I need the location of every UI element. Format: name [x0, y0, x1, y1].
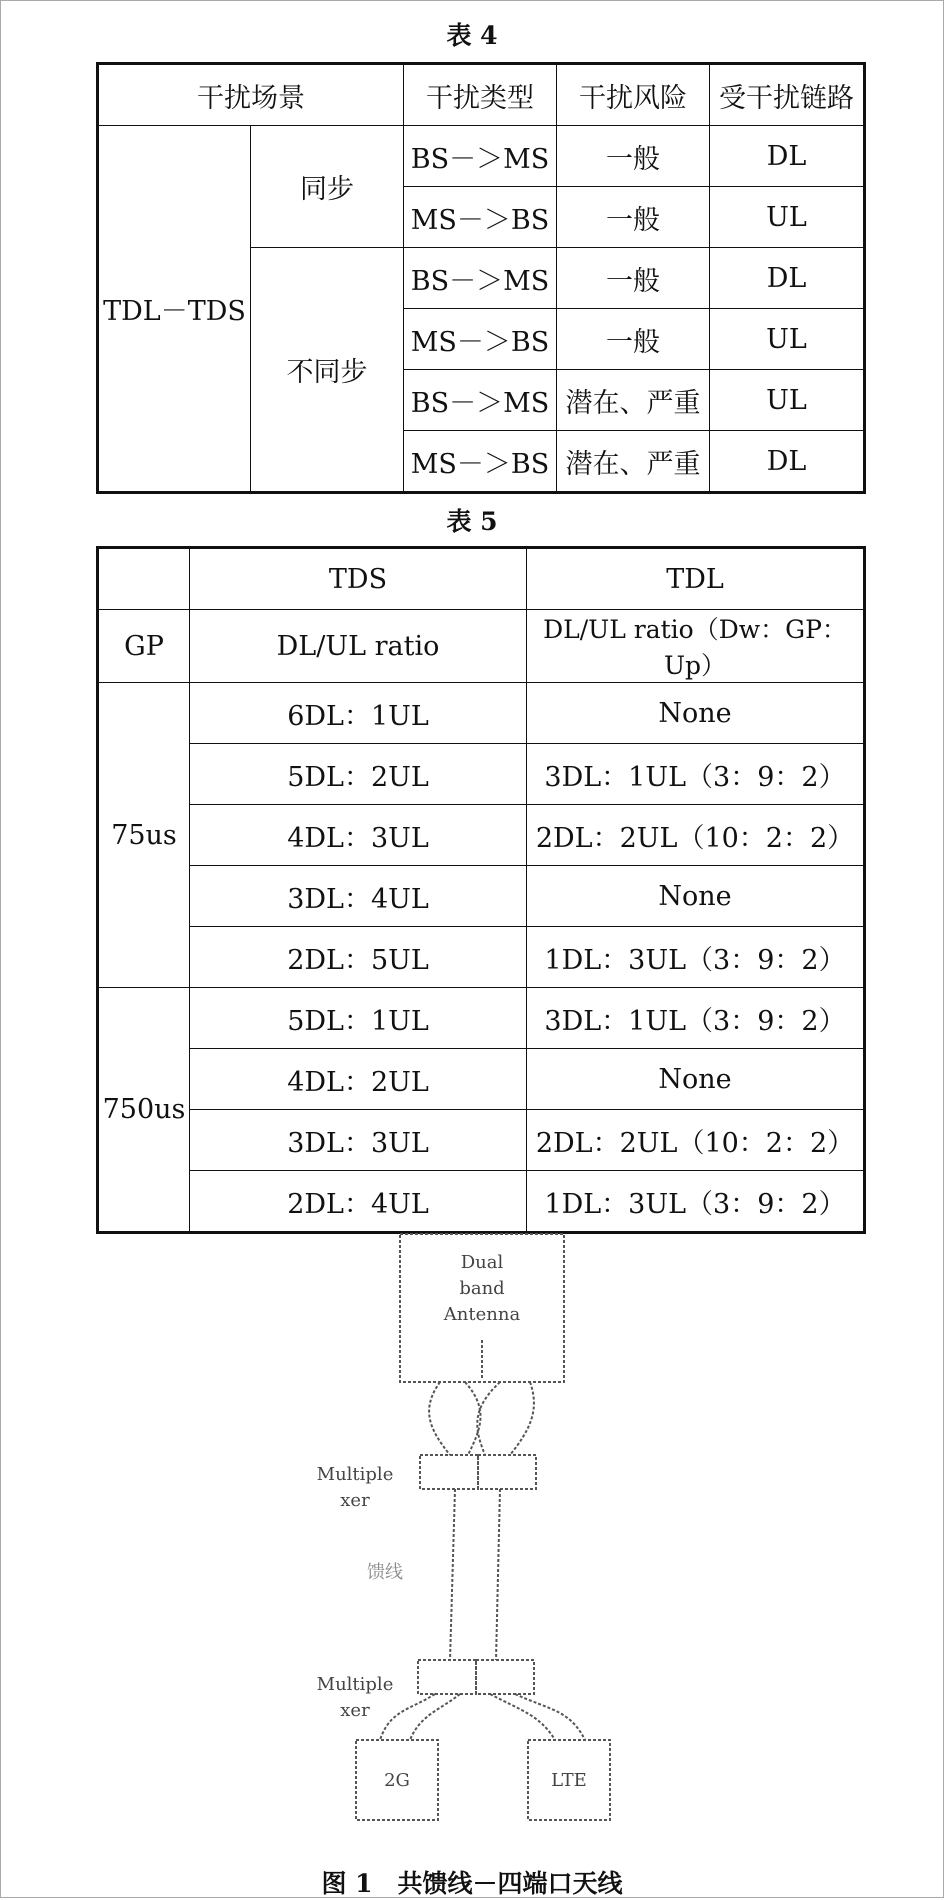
table5-tds-cell: 6DL：1UL — [190, 683, 527, 744]
table4-risk-cell: 一般 — [557, 187, 710, 248]
table4-group-async: 不同步 — [251, 248, 404, 493]
table5-tds-cell: 2DL：5UL — [190, 927, 527, 988]
table5-tdl-cell: 3DL：1UL（3：9：2） — [527, 744, 865, 805]
bottom-multiplexer-left — [418, 1660, 476, 1694]
top-mux-label-1: Multiple — [316, 1464, 394, 1485]
table4-type-cell: BS－＞MS — [404, 126, 557, 187]
table4-header-risk: 干扰风险 — [557, 64, 710, 126]
table5-tdl-cell: 1DL：3UL（3：9：2） — [527, 927, 865, 988]
antenna-diagram — [300, 1230, 620, 1850]
table5-tds-cell: 3DL：4UL — [190, 866, 527, 927]
table5-tdl-cell: None — [527, 1049, 865, 1110]
table5-tds-cell: 5DL：2UL — [190, 744, 527, 805]
table4-risk-cell: 一般 — [557, 309, 710, 370]
table4-link-cell: DL — [710, 431, 865, 493]
table5-tdl-cell: 3DL：1UL（3：9：2） — [527, 988, 865, 1049]
table5-subheader-gp: GP — [98, 610, 190, 683]
feeder-line-right — [496, 1489, 500, 1660]
table-row — [98, 126, 865, 187]
antenna-label-1: Dual — [460, 1252, 504, 1273]
table4-risk-cell: 潜在、严重 — [557, 370, 710, 431]
table4-type-cell: BS－＞MS — [404, 248, 557, 309]
table4-header-row — [98, 64, 865, 126]
top-mux-label-2: xer — [340, 1490, 370, 1511]
table-row — [98, 927, 865, 988]
table5-tds-cell: 2DL：4UL — [190, 1171, 527, 1233]
table4-header-type: 干扰类型 — [404, 64, 557, 126]
bottom-mux-label-2: xer — [340, 1700, 370, 1721]
antenna-label-3: Antenna — [443, 1304, 521, 1325]
bottom-mux-label-1: Multiple — [316, 1674, 394, 1695]
table4-scenario-cell: TDL－TDS — [98, 126, 251, 493]
table5-tds-cell: 4DL：3UL — [190, 805, 527, 866]
cable — [465, 1382, 480, 1455]
table4-risk-cell: 潜在、严重 — [557, 431, 710, 493]
cable — [490, 1694, 555, 1740]
table4-caption: 表 4 — [446, 21, 498, 50]
table5-tdl-cell: None — [527, 683, 865, 744]
table5-tdl-cell: 2DL：2UL（10：2：2） — [527, 805, 865, 866]
table4-link-cell: UL — [710, 187, 865, 248]
table4-link-cell: UL — [710, 309, 865, 370]
table5-caption: 表 5 — [446, 507, 498, 536]
table4 — [96, 62, 866, 494]
table4-type-cell: MS－＞BS — [404, 187, 557, 248]
table-row — [98, 1110, 865, 1171]
table-row — [98, 683, 865, 744]
table-row — [98, 1049, 865, 1110]
cable — [429, 1382, 450, 1455]
table5-group-75us: 75us — [98, 683, 190, 988]
cable — [510, 1382, 534, 1455]
table4-header-link: 受干扰链路 — [710, 64, 865, 126]
table5-header-blank — [98, 548, 190, 610]
feeder-line-left — [450, 1489, 455, 1660]
table4-type-cell: MS－＞BS — [404, 431, 557, 493]
top-multiplexer-right — [478, 1455, 536, 1489]
table5-tdl-cell: 1DL：3UL（3：9：2） — [527, 1171, 865, 1233]
box-lte-label: LTE — [551, 1770, 587, 1791]
table4-risk-cell: 一般 — [557, 248, 710, 309]
feeder-label: 馈线 — [367, 1562, 403, 1583]
table4-type-cell: MS－＞BS — [404, 309, 557, 370]
table5-subheader-tds: DL/UL ratio — [190, 610, 527, 683]
table-row — [98, 866, 865, 927]
antenna-label-2: band — [459, 1278, 505, 1299]
table4-link-cell: DL — [710, 248, 865, 309]
table4-header-scenario: 干扰场景 — [98, 64, 404, 126]
table5 — [96, 546, 866, 1234]
table5-subheader-row — [98, 610, 865, 683]
figure-caption: 图 1 共馈线－四端口天线 — [321, 1869, 623, 1898]
cable — [410, 1694, 460, 1740]
table-row — [98, 744, 865, 805]
table5-header-tds: TDS — [190, 548, 527, 610]
table5-header-row — [98, 548, 865, 610]
table4-link-cell: DL — [710, 126, 865, 187]
table5-subheader-tdl: DL/UL ratio（Dw：GP：Up） — [527, 610, 865, 683]
table5-tds-cell: 5DL：1UL — [190, 988, 527, 1049]
table4-risk-cell: 一般 — [557, 126, 710, 187]
table5-tdl-cell: 2DL：2UL（10：2：2） — [527, 1110, 865, 1171]
top-multiplexer-left — [420, 1455, 478, 1489]
table5-tds-cell: 3DL：3UL — [190, 1110, 527, 1171]
table4-group-sync: 同步 — [251, 126, 404, 248]
table5-tdl-cell: None — [527, 866, 865, 927]
box-2g-label: 2G — [384, 1770, 410, 1791]
table5-header-tdl: TDL — [527, 548, 865, 610]
table-row — [98, 988, 865, 1049]
table4-type-cell: BS－＞MS — [404, 370, 557, 431]
table-row — [98, 1171, 865, 1233]
table-row — [98, 805, 865, 866]
bottom-multiplexer-right — [476, 1660, 534, 1694]
table4-link-cell: UL — [710, 370, 865, 431]
table5-group-750us: 750us — [98, 988, 190, 1233]
table5-tds-cell: 4DL：2UL — [190, 1049, 527, 1110]
